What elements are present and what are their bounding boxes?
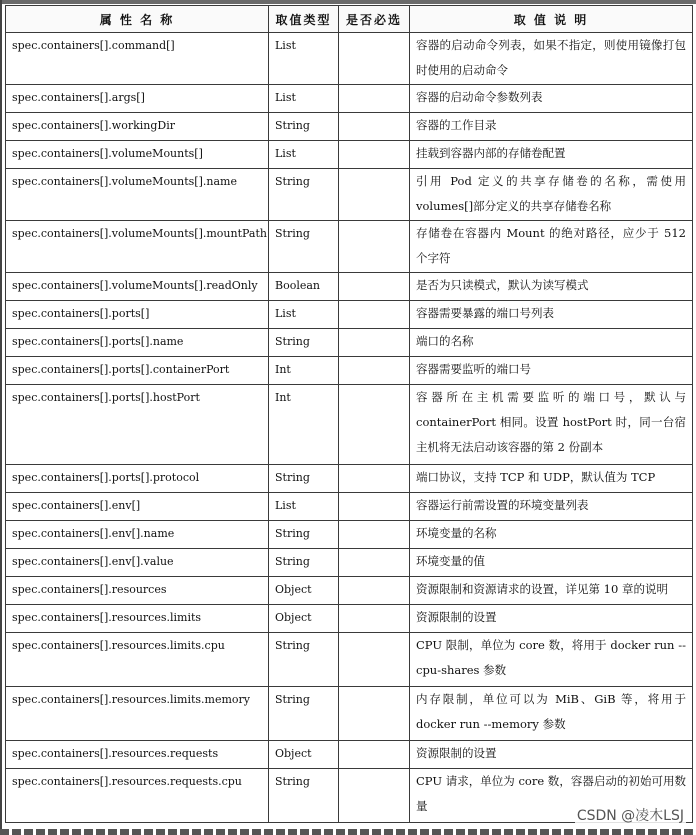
cell-description: CPU 限制，单位为 core 数，将用于 docker run --cpu-shares 参数 (410, 633, 693, 687)
cell-required (339, 85, 410, 113)
header-row (6, 6, 693, 33)
cell-description: 资源限制和资源请求的设置，详见第 10 章的说明 (410, 577, 693, 605)
cell-description: 容器需要监听的端口号 (410, 357, 693, 385)
cell-description: 容器的启动命令列表，如果不指定，则使用镜像打包时使用的启动命令 (410, 33, 693, 85)
table-row (6, 273, 693, 301)
spec-table (5, 5, 693, 823)
cell-required (339, 33, 410, 85)
header-required: 是否必选 (339, 6, 410, 33)
cell-description: 容器的工作目录 (410, 113, 693, 141)
table-row (6, 687, 693, 741)
cell-description: CPU 请求，单位为 core 数，容器启动的初始可用数量 (410, 769, 693, 823)
cell-value-type: List (269, 141, 339, 169)
header-value-type: 取值类型 (269, 6, 339, 33)
cell-value-type: String (269, 687, 339, 741)
cell-value-type: String (269, 521, 339, 549)
cell-description: 内存限制，单位可以为 MiB、GiB 等，将用于 docker run --memory 参数 (410, 687, 693, 741)
cell-required (339, 329, 410, 357)
cell-required (339, 521, 410, 549)
cell-description: 存储卷在容器内 Mount 的绝对路径，应少于 512 个字符 (410, 221, 693, 273)
cell-description: 容器需要暴露的端口号列表 (410, 301, 693, 329)
table-row (6, 357, 693, 385)
table-row (6, 577, 693, 605)
cell-attribute-name: spec.containers[].resources.limits (6, 605, 269, 633)
cell-attribute-name: spec.containers[].resources.requests (6, 741, 269, 769)
header-description: 取 值 说 明 (410, 6, 693, 33)
cell-attribute-name: spec.containers[].volumeMounts[] (6, 141, 269, 169)
cell-required (339, 465, 410, 493)
cell-required (339, 549, 410, 577)
cell-value-type: Object (269, 577, 339, 605)
table-body (6, 33, 693, 823)
cell-required (339, 493, 410, 521)
cell-value-type: Object (269, 605, 339, 633)
cell-attribute-name: spec.containers[].volumeMounts[].mountPath (6, 221, 269, 273)
table-row (6, 221, 693, 273)
cell-required (339, 113, 410, 141)
table-row (6, 85, 693, 113)
cell-description: 资源限制的设置 (410, 605, 693, 633)
cell-value-type: String (269, 633, 339, 687)
top-rule (0, 0, 696, 4)
table-row (6, 141, 693, 169)
cell-value-type: String (269, 769, 339, 823)
cell-attribute-name: spec.containers[].env[].value (6, 549, 269, 577)
watermark: CSDN @凌木LSJ (575, 805, 686, 825)
cell-value-type: String (269, 113, 339, 141)
cell-value-type: String (269, 549, 339, 577)
cell-attribute-name: spec.containers[].command[] (6, 33, 269, 85)
cell-attribute-name: spec.containers[].resources (6, 577, 269, 605)
table-row (6, 301, 693, 329)
cell-value-type: String (269, 329, 339, 357)
table-row (6, 605, 693, 633)
table-row (6, 33, 693, 85)
left-rule (0, 0, 2, 835)
cell-attribute-name: spec.containers[].resources.limits.memory (6, 687, 269, 741)
cell-required (339, 769, 410, 823)
cell-description: 容器所在主机需要监听的端口号，默认与 containerPort 相同。设置 hostPort 时，同一台宿主机将无法启动该容器的第 2 份副本 (410, 385, 693, 465)
cell-required (339, 687, 410, 741)
cell-attribute-name: spec.containers[].workingDir (6, 113, 269, 141)
cell-required (339, 141, 410, 169)
cell-value-type: List (269, 301, 339, 329)
cell-required (339, 357, 410, 385)
cell-required (339, 633, 410, 687)
cell-value-type: List (269, 85, 339, 113)
cell-required (339, 273, 410, 301)
table-row (6, 521, 693, 549)
cell-description: 端口协议，支持 TCP 和 UDP，默认值为 TCP (410, 465, 693, 493)
cell-description: 挂载到容器内部的存储卷配置 (410, 141, 693, 169)
cell-value-type: String (269, 465, 339, 493)
table-row (6, 633, 693, 687)
cell-value-type: Int (269, 357, 339, 385)
cell-attribute-name: spec.containers[].args[] (6, 85, 269, 113)
cell-required (339, 221, 410, 273)
bottom-rule (0, 829, 696, 835)
cell-description: 端口的名称 (410, 329, 693, 357)
cell-attribute-name: spec.containers[].resources.limits.cpu (6, 633, 269, 687)
table-row (6, 385, 693, 465)
cell-attribute-name: spec.containers[].ports[].name (6, 329, 269, 357)
cell-attribute-name: spec.containers[].resources.requests.cpu (6, 769, 269, 823)
cell-required (339, 577, 410, 605)
cell-required (339, 301, 410, 329)
cell-description: 环境变量的名称 (410, 521, 693, 549)
cell-value-type: String (269, 169, 339, 221)
cell-required (339, 741, 410, 769)
cell-description: 环境变量的值 (410, 549, 693, 577)
table-row (6, 741, 693, 769)
table-row (6, 465, 693, 493)
cell-required (339, 169, 410, 221)
table-row (6, 113, 693, 141)
cell-description: 容器的启动命令参数列表 (410, 85, 693, 113)
cell-attribute-name: spec.containers[].ports[].containerPort (6, 357, 269, 385)
cell-attribute-name: spec.containers[].env[] (6, 493, 269, 521)
cell-value-type: String (269, 221, 339, 273)
cell-attribute-name: spec.containers[].volumeMounts[].readOnly (6, 273, 269, 301)
cell-description: 引用 Pod 定义的共享存储卷的名称，需使用 volumes[]部分定义的共享存储卷名称 (410, 169, 693, 221)
cell-attribute-name: spec.containers[].ports[] (6, 301, 269, 329)
cell-value-type: List (269, 33, 339, 85)
cell-required (339, 385, 410, 465)
cell-description: 容器运行前需设置的环境变量列表 (410, 493, 693, 521)
cell-value-type: Int (269, 385, 339, 465)
header-attribute-name: 属 性 名 称 (6, 6, 269, 33)
cell-value-type: Boolean (269, 273, 339, 301)
cell-description: 是否为只读模式，默认为读写模式 (410, 273, 693, 301)
cell-description: 资源限制的设置 (410, 741, 693, 769)
table-row (6, 329, 693, 357)
cell-attribute-name: spec.containers[].volumeMounts[].name (6, 169, 269, 221)
cell-attribute-name: spec.containers[].ports[].protocol (6, 465, 269, 493)
cell-attribute-name: spec.containers[].ports[].hostPort (6, 385, 269, 465)
cell-attribute-name: spec.containers[].env[].name (6, 521, 269, 549)
table-row (6, 169, 693, 221)
cell-required (339, 605, 410, 633)
cell-value-type: List (269, 493, 339, 521)
cell-value-type: Object (269, 741, 339, 769)
table-row (6, 493, 693, 521)
table-row (6, 549, 693, 577)
